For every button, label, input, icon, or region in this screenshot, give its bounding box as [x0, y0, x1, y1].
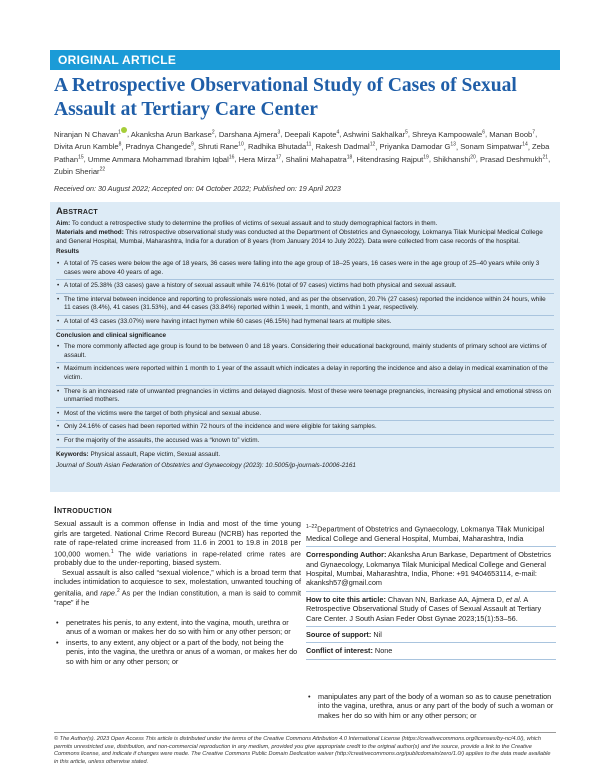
author-name: Manan Boob$^7$: [489, 129, 536, 139]
author-name: Hera Mirza$^{17}$: [238, 154, 282, 164]
list-item: • A total of 25.38% (33 cases) gave a history of sexual assault while 74.61% (total of 97 cases) victims had both physical and sexual assault.: [56, 280, 554, 294]
journal-citation: Journal of South Asian Federation of Obstetrics and Gynaecology (2023): 10.5005/jp-journals-10006-2161: [56, 462, 356, 470]
intro-paragraph-1: Sexual assault is a common offense in India and most of the time young girls are targeted. National Crime Record Bureau (NCRB) has reported the rate of rape-related crime increased from 11.6 in 2001 to 19.8 in 2018 per 100,000 women.$^1$ The wide variations in rape-related crime rates are probably due to the under-reporting, biased system.: [54, 519, 301, 568]
author-name: Prasad Deshmukh$^{21}$: [480, 154, 549, 164]
list-item: • The time interval between incidence and reporting to professionals were noted, and as per the observation, 20.7% (27 cases) reported the incidence within 24 hours, while 11 cases (8.4%), 41 cases (31.53%), and 44 cases (33.84%) reported within 1 week, 1 month, and within 1 year, respectively.: [56, 294, 554, 316]
article-info-sidebar: [306, 520, 556, 660]
publication-dates: Received on: 30 August 2022; Accepted on: 04 October 2022; Published on: 19 April 2023: [54, 184, 341, 193]
author-name: Rakesh Dadmal$^{12}$: [315, 141, 376, 152]
author-name: Hitendrasing Rajput$^{19}$: [356, 154, 429, 164]
results-list: [56, 258, 554, 330]
author-name: Darshana Ajmera$^3$: [218, 129, 281, 139]
author-name: Sonam Simpatwar$^{14}$: [460, 141, 528, 152]
intro-paragraph-2: Sexual assault is also called “sexual violence,” which is a broad term that includes intimidation to acquiesce to sex, molestation, unwanted touching of genitalia, and rape.$^2$ As per the Indian constitution, a man is said to commit “rape” if he: [54, 567, 301, 607]
list-item: • inserts, to any extent, any object or a part of the body, not being the penis, into the vagina, the urethra or anus of a woman, or makes her do so with him or any other person; or: [54, 638, 301, 666]
list-item: • Most of the victims were the target of both physical and sexual abuse.: [56, 408, 554, 422]
list-item: • For the majority of the assaults, the accused was a “known to” victim.: [56, 435, 554, 449]
author-name: Shikhanshi$^{20}$: [433, 154, 476, 164]
author-name: Ashwini Sakhalkar$^5$: [343, 129, 408, 139]
author-name: Akanksha Arun Barkase$^2$: [130, 129, 215, 139]
article-title: A Retrospective Observational Study of Cases of Sexual Assault at Tertiary Care Center: [54, 75, 517, 120]
introduction-section: [54, 506, 301, 607]
list-item: • Maximum incidences were reported within 1 month to 1 year of the assault which indicates a delay in reporting the incidence and also a delay in medical examination of the victim.: [56, 363, 554, 385]
conclusion-list: [56, 341, 554, 448]
author-name: Shalini Mahapatra$^{18}$: [285, 154, 353, 164]
source-of-support: Source of support: Nil: [306, 627, 556, 643]
author-name: Niranjan N Chavan$^1$: [54, 130, 127, 139]
author-name: Shruti Rane$^{10}$: [198, 141, 244, 152]
author-list: Niranjan N Chavan$^1$ , Akanksha Arun Barkase$^2$, Darshana Ajmera$^3$, Deepali Kapote$^4$, Ashwini Sakhalkar$^5$, Shreya Kampoowale$^6$, Manan Boob$^7$, Divita Arun Kamble$^8$, Pradnya Changede$^9$, Shruti Rane$^{10}$, Radhika Bhutada$^{11}$, Rakesh Dadmal$^{12}$, Priyanka Damodar $G^{13}$, Sonam Simpatwar$^{14}$, Zeba Pathan$^{15}$, Umme Ammara Mohammad Ibrahim Iqbal$^{16}$, Hera Mirza$^{17}$, Shalini Mahapatra$^{18}$, Hitendrasing Rajput$^{19}$, Shikhanshi$^{20}$, Prasad Deshmukh$^{21}$, Zubin Sheriar$^{22}$: [54, 129, 551, 177]
list-item: • Only 24.16% of cases had been reported within 72 hours of the incidence and were eligible for taking samples.: [56, 421, 554, 435]
author-name: Umme Ammara Mohammad Ibrahim Iqbal$^{16}$: [87, 154, 235, 164]
corresponding-author: Corresponding Author: Akanksha Arun Barkase, Department of Obstetrics and Gynaecology, Lokmanya Tilak Municipal Medical College and General Hospital, Mumbai, Maharashtra, India, Phone: +91 9404653114, e-mail: akanksh57@gmail.com: [306, 547, 556, 592]
author-name: Deepali Kapote$^4$: [284, 129, 340, 139]
list-item: • penetrates his penis, to any extent, into the vagina, mouth, urethra or anus of a woman or makes her do so with him or any other person; or: [54, 618, 301, 637]
author-name: Zeba Pathan$^{15}$: [54, 142, 550, 164]
results-heading: Results: [56, 248, 80, 256]
author-name: Priyanka Damodar $G^{13}$: [379, 141, 456, 152]
license-footer: © The Author(s). 2023 Open Access This article is distributed under the terms of the Creative Commons Attribution 4.0 International License (https://creativecommons.org/licenses/by-nc/4.0/), which permits unrestricted use, distribution, and non-commercial reproduction in any medium, provided you give appropriate credit to the original author(s) and the source, provide a link to the Creative Commons license, and indicate if changes were made. The Creative Commons Public Domain Dedication waiver (http://creativecommons.org/publicdomain/zero/1.0/) applies to the data made available in this article, unless otherwise stated.: [54, 732, 556, 766]
conclusion-heading: Conclusion and clinical significance: [56, 331, 167, 339]
keywords: Keywords: Physical assault, Rape victim, Sexual assault.: [56, 451, 221, 459]
affiliation: $^{1-22}$Department of Obstetrics and Gynaecology, Lokmanya Tilak Municipal Medical College and General Hospital, Mumbai, Maharashtra, India: [306, 520, 556, 547]
how-to-cite: How to cite this article: Chavan NN, Barkase AA, Ajmera D, et al. A Retrospective Observational Study of Cases of Sexual Assault at Tertiary Care Center. J South Asian Feder Obst Gynae 2023;15(1):53–56.: [306, 592, 556, 627]
rape-definition-list: [54, 618, 301, 667]
abstract-methods: Materials and method: This retrospective observational study was conducted at the Department of Obstetrics and Gynaecology, Lokmanya Tilak Municipal Medical College and General Hospital, Mumbai, Maharashtra, India for a duration of 8 years (from January 2014 to July 2022). Data were collected from case records of the hospital.: [56, 229, 543, 245]
abstract-aim: Aim: To conduct a retrospective study to determine the profiles of victims of sexual assault and to study demographical factors in them.: [56, 219, 438, 227]
author-name: Shreya Kampoowale$^6$: [412, 129, 485, 139]
article-type-badge: ORIGINAL ARTICLE: [50, 50, 560, 70]
abstract-heading: Abstract: [56, 206, 98, 217]
conflict-of-interest: Conflict of interest: None: [306, 643, 556, 659]
list-item: • A total of 75 cases were below the age of 18 years, 36 cases were falling into the age group of 18–25 years, 16 cases were in the age group of 25–40 years while only 3 cases were above 40 years of age.: [56, 258, 554, 280]
list-item: • A total of 43 cases (33.07%) were having intact hymen while 60 cases (46.15%) had hymenal tears at multiple sites.: [56, 316, 554, 330]
author-name: Divita Arun Kamble$^8$: [54, 141, 122, 152]
list-item: • manipulates any part of the body of a woman so as to cause penetration into the vagina, urethra, anus or any part of the body of such a woman or makes her do so with him or any other person; or: [306, 692, 556, 720]
author-name: Zubin Sheriar$^{22}$: [54, 166, 106, 177]
orcid-icon[interactable]: [121, 127, 127, 133]
abstract-box: [50, 202, 560, 492]
rape-definition-list-continued: [306, 692, 556, 720]
author-name: Radhika Bhutada$^{11}$: [247, 141, 312, 152]
author-name: Pradnya Changede$^9$: [125, 141, 194, 152]
introduction-heading: Introduction: [54, 505, 112, 516]
list-item: • There is an increased rate of unwanted pregnancies in victims and delayed diagnosis. Most of these were teenage pregnancies, increasing physical and emotional stress on unmarried mothers.: [56, 386, 554, 408]
list-item: • The more commonly affected age group is found to be between 0 and 18 years. Considering their educational background, mainly students of primary school are victims of assault.: [56, 341, 554, 363]
